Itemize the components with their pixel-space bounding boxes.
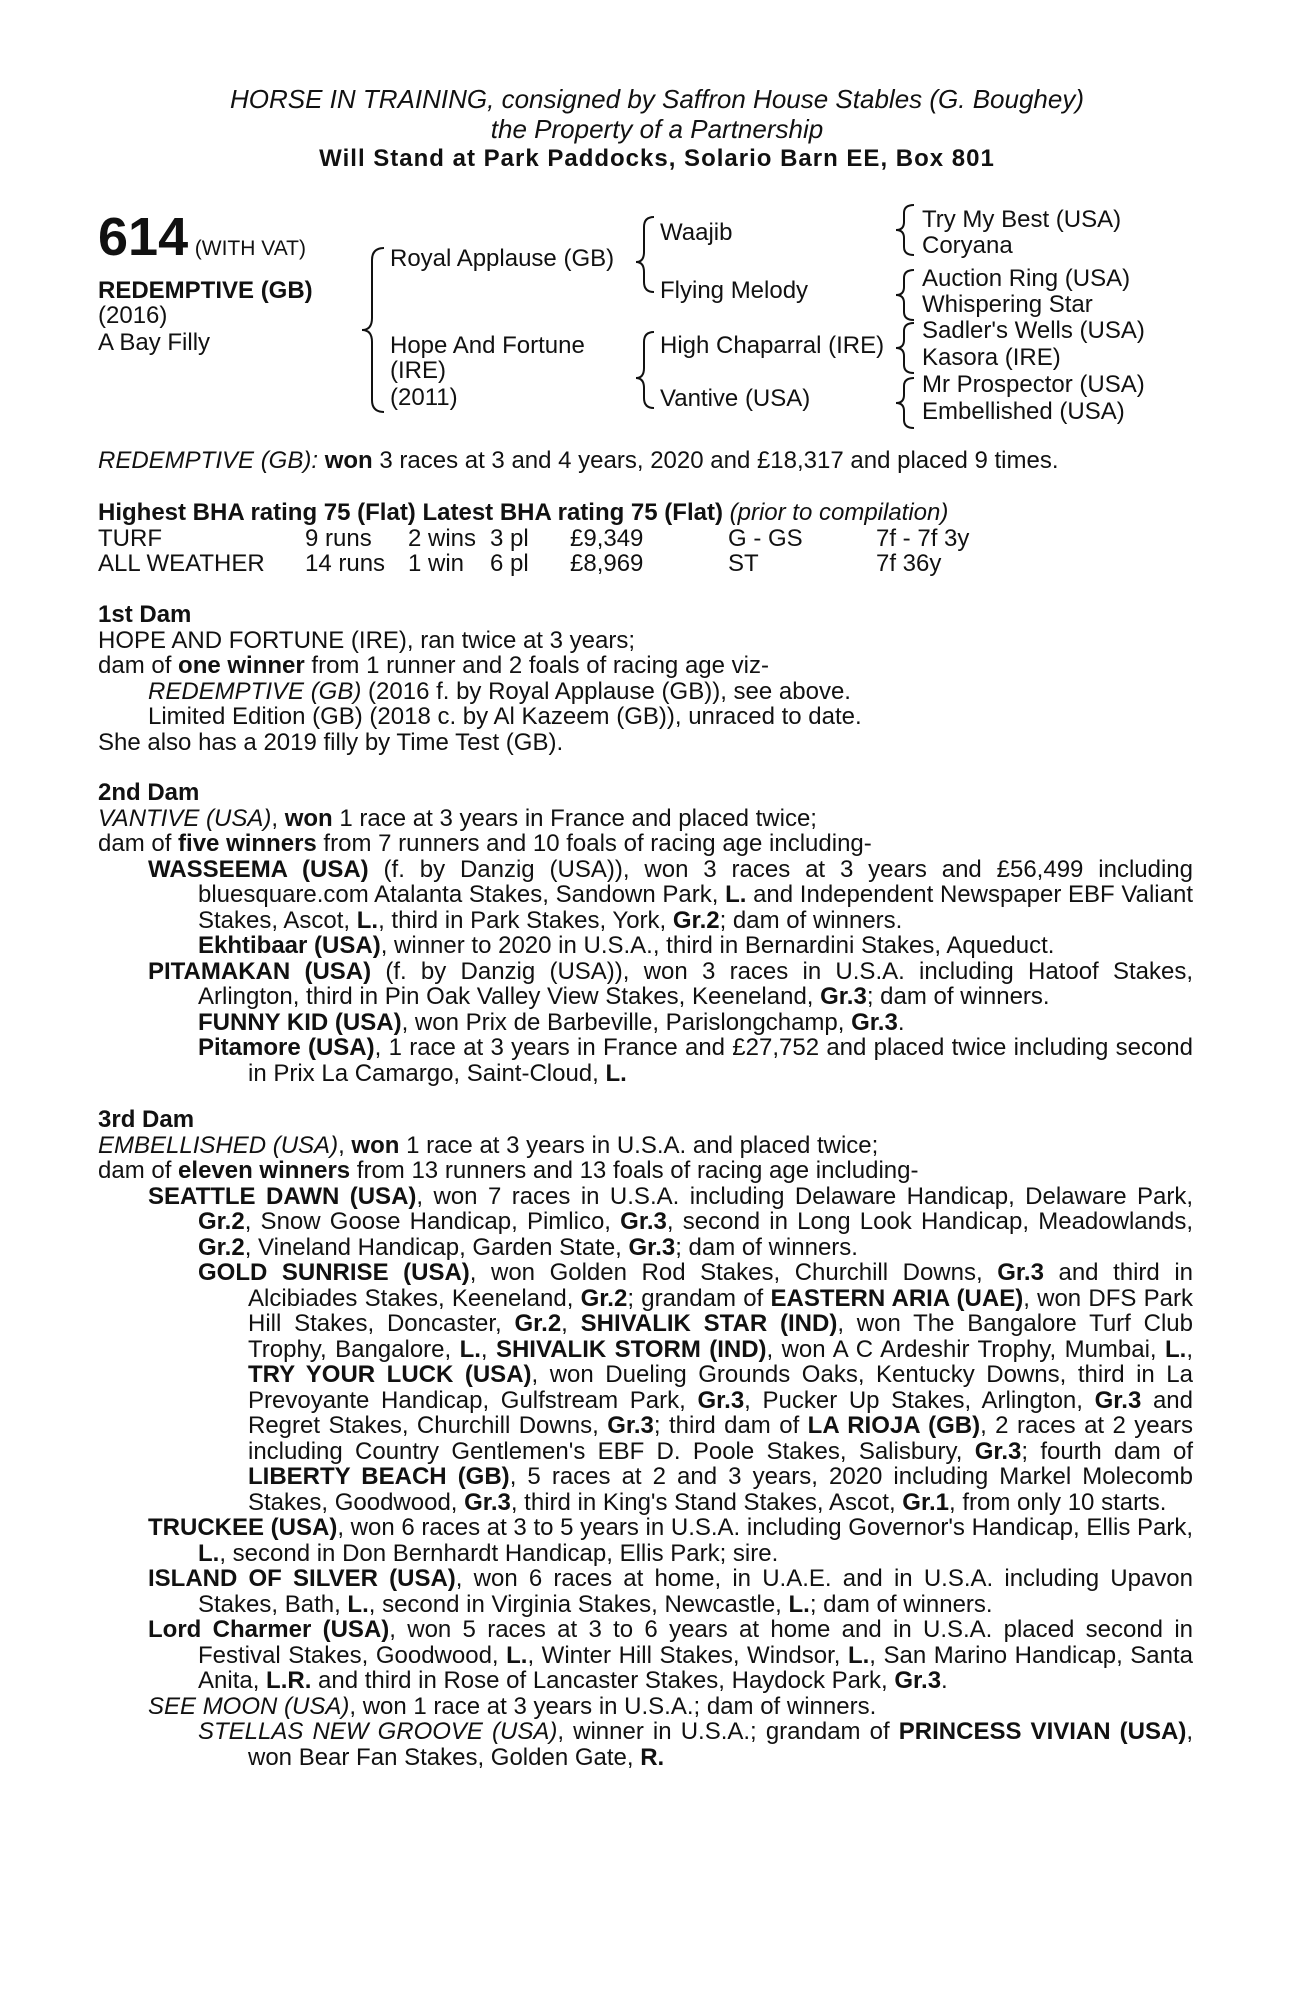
runner-text: , won Dueling Grounds Oaks, Kentucky Downs, third in La Prevoyante Handicap, Gulfstream Park,: [248, 1361, 1193, 1414]
runner-name: EASTERN ARIA (UAE): [770, 1284, 1024, 1312]
runner-text: ,: [480, 1335, 496, 1363]
winners-count: one winner: [178, 652, 305, 679]
runner-name: LA RIOJA (GB): [807, 1412, 981, 1439]
first-dam-note: She also has a 2019 filly by Time Test (GB).: [98, 728, 564, 756]
dam-line-2: (IRE): [390, 357, 446, 384]
race-grade: L.: [356, 906, 379, 934]
runner-name: GOLD SUNRISE (USA): [198, 1259, 470, 1286]
produce-prefix: dam of: [98, 830, 179, 857]
runner-text: , won A C Ardeshir Trophy, Mumbai,: [766, 1335, 1165, 1363]
produce-suffix: from 13 runners and 13 foals of racing age including-: [350, 1157, 919, 1184]
race-grade: Gr.3: [1094, 1386, 1142, 1414]
race-grade: Gr.2: [198, 1233, 245, 1261]
runner-text: ,: [561, 1310, 581, 1337]
race-grade: L.R.: [266, 1667, 312, 1694]
race-grade: Gr.3: [620, 1208, 667, 1235]
runner-text: , second in Don Bernhardt Handicap, Ellis Park; sire.: [219, 1539, 779, 1567]
race-grade: L.: [506, 1641, 528, 1669]
race-grade: Gr.3: [697, 1386, 745, 1414]
runner-text: , won Prix de Barbeville, Parislongchamp,: [401, 1008, 852, 1036]
winners-count: five winners: [178, 830, 317, 857]
runner-text: ; grandam of: [627, 1284, 771, 1312]
third-dam-title: 3rd Dam: [98, 1106, 195, 1133]
race-grade: L.: [198, 1539, 220, 1567]
first-dam-produce-line: [98, 653, 1193, 679]
sire: Royal Applause (GB): [390, 245, 615, 272]
runner-text: , 2 races at 2 years including Country Gentlemen's EBF D. Poole Stakes, Salisbury,: [248, 1412, 1193, 1465]
placings: 6 pl: [490, 549, 529, 577]
dam-dam: Vantive (USA): [660, 385, 811, 412]
produce-item: Limited Edition (GB) (2018 c. by Al Kazeem (GB)), unraced to date.: [148, 703, 862, 730]
produce-item-see-moon: [98, 1694, 1193, 1720]
runner-name: FUNNY KID (USA): [198, 1008, 402, 1036]
runner-text: , winner in U.S.A.; grandam of: [557, 1718, 899, 1745]
race-grade: L.: [459, 1335, 481, 1363]
produce-suffix: from 1 runner and 2 foals of racing age viz-: [304, 652, 769, 679]
runner-text: , from only 10 starts.: [949, 1488, 1167, 1516]
third-dam-line: [98, 1133, 1193, 1159]
sep: ,: [338, 1131, 352, 1159]
runner-text: ,: [1186, 1335, 1193, 1363]
race-record-row: [98, 526, 1193, 551]
sire-dam: Flying Melody: [660, 277, 809, 304]
runner-name: PRINCESS VIVIAN (USA): [898, 1718, 1187, 1745]
surface: ALL WEATHER: [98, 549, 265, 577]
race-record-row: [98, 551, 1193, 576]
wins: 2 wins: [408, 524, 477, 552]
dam-line-1: Hope And Fortune: [390, 332, 585, 359]
race-grade: R.: [640, 1743, 665, 1771]
third-dam-produce-line: [98, 1158, 1193, 1184]
produce-item-island-of-silver: [98, 1566, 1193, 1617]
first-dam-line: HOPE AND FORTUNE (IRE), ran twice at 3 years;: [98, 626, 636, 654]
runs: 14 runs: [305, 549, 386, 577]
runner-name: TRY YOUR LUCK (USA): [248, 1361, 532, 1388]
race-grade: Gr.3: [997, 1259, 1044, 1286]
race-grade: L.: [1165, 1335, 1187, 1363]
race-record-table: [98, 526, 1193, 577]
first-dam-section: [98, 602, 1193, 755]
rating-block: [98, 500, 1193, 577]
race-summary: [98, 448, 1193, 474]
rating-note: (prior to compilation): [722, 499, 949, 526]
runner-text: , won 1 race at 3 years in U.S.A.; dam of winners.: [349, 1692, 877, 1720]
runner-name: Pitamore (USA): [198, 1034, 375, 1061]
runner-text: , won 7 races in U.S.A. including Delaware Handicap, Delaware Park,: [416, 1182, 1193, 1210]
race-grade: Gr.3: [851, 1008, 898, 1036]
runs: 9 runs: [305, 524, 372, 552]
runner-name: SEATTLE DAWN (USA): [148, 1182, 417, 1210]
wins: 1 win: [408, 549, 465, 577]
produce-item-stellas-new-groove: [98, 1719, 1193, 1770]
race-grade: L.: [605, 1059, 627, 1087]
second-dam-produce-line: [98, 831, 1193, 857]
race-grade: Gr.3: [894, 1667, 942, 1694]
sire-sire-dam: Coryana: [922, 232, 1013, 259]
produce-item-funny-kid: [98, 1010, 1193, 1036]
dam-name: EMBELLISHED (USA): [98, 1131, 339, 1159]
dam-sire: High Chaparral (IRE): [660, 332, 885, 359]
consignor-line: HORSE IN TRAINING, consigned by Saffron House Stables (G. Boughey): [229, 84, 1085, 114]
runner-text: , won The Bangalore Turf Club Trophy, Bangalore,: [248, 1310, 1193, 1363]
runner-text: , third in Park Stakes, York,: [378, 906, 673, 934]
produce-item-truckee: [98, 1515, 1193, 1566]
placings: 3 pl: [490, 524, 529, 552]
runner-text: ; fourth dam of: [1021, 1437, 1193, 1465]
runner-text: , Vineland Handicap, Garden State,: [244, 1233, 629, 1261]
produce-item-lord-charmer: [98, 1617, 1193, 1694]
dam-record: 1 race at 3 years in France and placed twice;: [332, 804, 817, 832]
race-grade: Gr.3: [607, 1412, 654, 1439]
going: G - GS: [728, 524, 803, 552]
distance: 7f 36y: [876, 549, 942, 577]
produce-name: REDEMPTIVE (GB): [148, 677, 362, 705]
sep: ,: [271, 804, 285, 832]
produce-item-ekhtibaar: [98, 933, 1193, 959]
runner-text: and Independent Newspaper EBF Valiant Stakes, Ascot,: [198, 881, 1193, 934]
runner-name: SEE MOON (USA): [148, 1692, 350, 1720]
runner-text: and third in Alcibiades Stakes, Keeneland,: [248, 1259, 1193, 1312]
runner-name: STELLAS NEW GROOVE (USA): [198, 1718, 558, 1745]
first-dam-title: 1st Dam: [98, 601, 192, 628]
runner-text: , won 6 races at 3 to 5 years in U.S.A. including Governor's Handicap, Ellis Park,: [337, 1514, 1194, 1541]
sire-dam-dam: Whispering Star: [922, 291, 1093, 318]
sire-sire-sire: Try My Best (USA): [922, 206, 1122, 233]
runner-text: , 1 race at 3 years in France and £27,752 and placed twice including second in Prix La Camargo, Saint-Cloud,: [248, 1034, 1193, 1087]
dam-record: 1 race at 3 years in U.S.A. and placed twice;: [399, 1131, 879, 1159]
race-grade: L.: [847, 1641, 870, 1669]
runner-name: Ekhtibaar (USA): [198, 932, 381, 959]
dam-line-3: (2011): [390, 384, 458, 411]
race-grade: L.: [788, 1590, 810, 1618]
race-grade: Gr.1: [902, 1488, 949, 1516]
runner-text: , won Bear Fan Stakes, Golden Gate,: [248, 1718, 1194, 1771]
prize-money: £9,349: [570, 524, 644, 552]
winners-count: eleven winners: [178, 1157, 351, 1184]
runner-name: Lord Charmer (USA): [148, 1616, 390, 1643]
horse-name: REDEMPTIVE (GB): [98, 277, 313, 304]
summary-colon: :: [311, 447, 319, 474]
runner-text: , second in Long Look Handicap, Meadowlands,: [666, 1208, 1193, 1235]
runner-name: SHIVALIK STAR (IND): [580, 1310, 838, 1337]
produce-item-pitamore: [98, 1035, 1193, 1086]
won-word: won: [351, 1131, 400, 1159]
dam-sire-dam: Kasora (IRE): [922, 344, 1061, 371]
runner-text: , won DFS Park Hill Stakes, Doncaster,: [248, 1284, 1193, 1337]
produce-suffix: from 7 runners and 10 foals of racing age including-: [316, 830, 872, 857]
race-grade: Gr.3: [628, 1233, 676, 1261]
runner-text: , 5 races at 2 and 3 years, 2020 including Markel Molecomb Stakes, Goodwood,: [248, 1463, 1194, 1516]
runner-text: ; third dam of: [653, 1412, 808, 1439]
runner-name: SHIVALIK STORM (IND): [495, 1335, 767, 1363]
race-grade: L.: [347, 1590, 369, 1618]
runner-text: , Winter Hill Stakes, Windsor,: [527, 1641, 848, 1669]
race-grade: Gr.3: [820, 983, 867, 1010]
rating-line: [98, 500, 1193, 526]
going: ST: [728, 549, 759, 577]
runner-text: ; dam of winners.: [866, 983, 1050, 1010]
produce-item-gold-sunrise: [98, 1260, 1193, 1515]
runner-text: , won 6 races at home, in U.A.E. and in U.S.A. including Upavon Stakes, Bath,: [198, 1565, 1193, 1618]
distance: 7f - 7f 3y: [876, 524, 970, 552]
runner-text: (f. by Danzig (USA)), won 3 races at 3 years and £56,499 including bluesquare.com Atalanta Stakes, Sandown Park,: [198, 855, 1193, 908]
prize-money: £8,969: [570, 549, 644, 577]
race-grade: Gr.3: [974, 1437, 1022, 1465]
dam-sire-sire: Sadler's Wells (USA): [922, 317, 1145, 344]
sire-dam-sire: Auction Ring (USA): [922, 265, 1131, 292]
race-grade: Gr.2: [514, 1310, 562, 1337]
summary-horse-name: REDEMPTIVE (GB): [98, 447, 312, 474]
vat-label: (WITH VAT): [194, 237, 306, 260]
runner-name: LIBERTY BEACH (GB): [248, 1463, 510, 1490]
rating-title: Highest BHA rating 75 (Flat) Latest BHA rating 75 (Flat): [98, 499, 723, 526]
produce-item-wasseema: [98, 857, 1193, 934]
runner-name: PITAMAKAN (USA): [148, 957, 372, 985]
location-line: Will Stand at Park Paddocks, Solario Barn EE, Box 801: [319, 145, 995, 172]
runner-name: WASSEEMA (USA): [148, 855, 369, 883]
race-grade: L.: [725, 881, 747, 908]
runner-text: ; dam of winners.: [809, 1590, 993, 1618]
race-grade: Gr.2: [672, 906, 720, 934]
runner-text: , second in Virginia Stakes, Newcastle,: [368, 1590, 789, 1618]
race-grade: Gr.3: [464, 1488, 511, 1516]
surface: TURF: [98, 524, 162, 552]
race-grade: Gr.2: [580, 1284, 628, 1312]
race-grade: Gr.2: [198, 1208, 245, 1235]
runner-name: ISLAND OF SILVER (USA): [148, 1565, 456, 1592]
won-word: won: [284, 804, 333, 832]
second-dam-line: [98, 806, 1193, 832]
runner-text: , third in King's Stand Stakes, Ascot,: [510, 1488, 903, 1516]
runner-text: , Pucker Up Stakes, Arlington,: [744, 1386, 1095, 1414]
produce-text: (2016 f. by Royal Applause (GB)), see above.: [361, 677, 851, 705]
produce-item-seattle-dawn: [98, 1184, 1193, 1261]
runner-text: ; dam of winners.: [719, 906, 903, 934]
dam-dam-dam: Embellished (USA): [922, 398, 1125, 425]
runner-text: .: [941, 1667, 948, 1694]
foaling-year: (2016): [98, 302, 168, 329]
runner-text: , winner to 2020 in U.S.A., third in Bernardini Stakes, Aqueduct.: [380, 932, 1055, 959]
property-line: the Property of a Partnership: [490, 114, 824, 144]
runner-text: ; dam of winners.: [675, 1233, 858, 1261]
runner-text: , Snow Goose Handicap, Pimlico,: [244, 1208, 621, 1235]
sire-sire: Waajib: [660, 219, 733, 246]
summary-text: 3 races at 3 and 4 years, 2020 and £18,317 and placed 9 times.: [372, 447, 1059, 474]
summary-won: won: [324, 447, 373, 474]
horse-description: A Bay Filly: [98, 329, 211, 356]
runner-text: and third in Rose of Lancaster Stakes, Haydock Park,: [311, 1667, 895, 1694]
runner-text: and Regret Stakes, Churchill Downs,: [248, 1386, 1193, 1439]
produce-prefix: dam of: [98, 1157, 179, 1184]
produce-item: [148, 679, 1193, 705]
runner-text: (f. by Danzig (USA)), won 3 races in U.S.A. including Hatoof Stakes, Arlington, third in Pin Oak Valley View Stakes, Keeneland,: [198, 957, 1194, 1010]
produce-prefix: dam of: [98, 652, 179, 679]
lot-number: 614: [98, 207, 189, 267]
dam-name: VANTIVE (USA): [98, 804, 272, 832]
runner-text: .: [897, 1008, 905, 1036]
second-dam-title: 2nd Dam: [98, 779, 200, 806]
second-dam-section: [98, 780, 1193, 1086]
runner-text: , won Golden Rod Stakes, Churchill Downs,: [469, 1259, 998, 1286]
produce-item-pitamakan: [98, 959, 1193, 1010]
dam-dam-sire: Mr Prospector (USA): [922, 371, 1145, 398]
runner-text: , won 5 races at 3 to 6 years at home and in U.S.A. placed second in Festival Stakes, Goodwood,: [198, 1616, 1194, 1669]
third-dam-section: [98, 1107, 1193, 1770]
runner-name: TRUCKEE (USA): [148, 1514, 338, 1541]
runner-text: , San Marino Handicap, Santa Anita,: [198, 1641, 1194, 1694]
